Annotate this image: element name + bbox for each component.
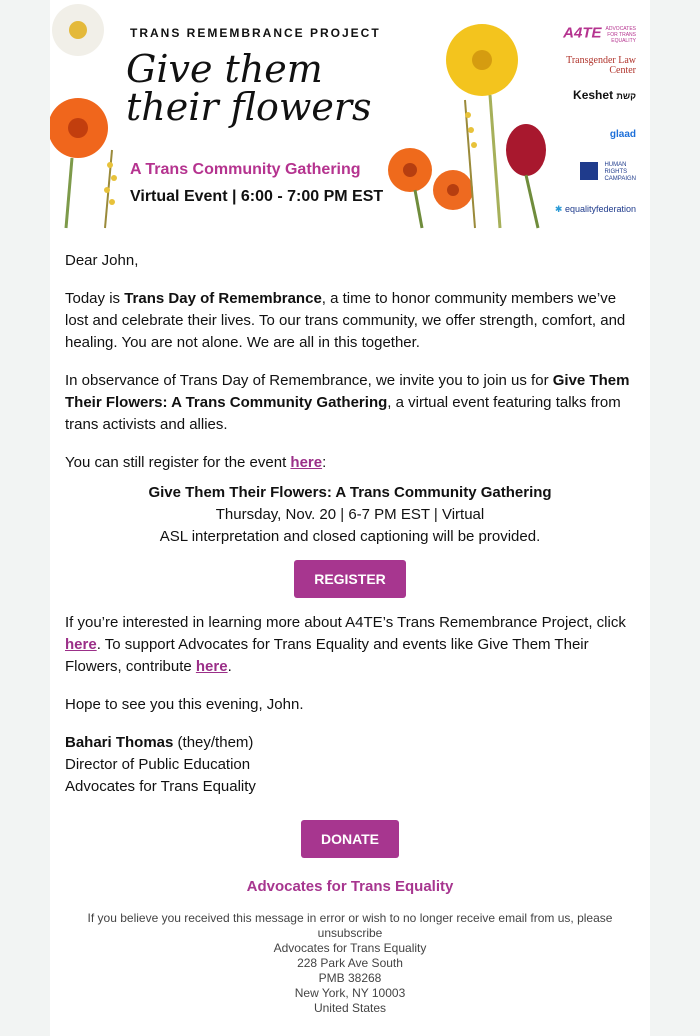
- equality-federation-logo: ✱ equalityfederation: [554, 204, 636, 214]
- paragraph-3: You can still register for the event here:: [65, 454, 327, 471]
- signature-title: Director of Public Education: [65, 756, 251, 773]
- donate-button[interactable]: DONATE: [301, 820, 399, 858]
- signature-pronouns: (they/them): [173, 734, 254, 751]
- banner-subtitle: A Trans Community Gathering: [130, 161, 361, 178]
- unsubscribe-link[interactable]: unsubscribe: [317, 926, 383, 940]
- hrc-logo: HUMAN RIGHTS CAMPAIGN: [556, 162, 636, 183]
- orange-flower-right-icon: [388, 148, 473, 228]
- star-icon: ✱: [554, 204, 563, 214]
- paragraph-2: In observance of Trans Day of Remembrance, we invite you to join us for Give Them Their Flowers: A Trans Community Gathering, a virtual event featuring talks from trans activists and allies.: [65, 372, 630, 433]
- signature-org: Advocates for Trans Equality: [65, 778, 256, 795]
- yellow-sprig-icon: [104, 150, 117, 228]
- footer-address-line-5: United States: [313, 1001, 387, 1015]
- event-details: [65, 482, 635, 548]
- register-here-link[interactable]: here: [290, 454, 323, 471]
- learn-more-link[interactable]: here: [65, 636, 97, 653]
- event-accessibility: ASL interpretation and closed captioning will be provided.: [159, 528, 541, 545]
- footer-address-line-3: PMB 38268: [318, 971, 382, 985]
- keshet-logo: Keshet קשת: [573, 88, 636, 102]
- register-button-wrap: [65, 560, 635, 598]
- paragraph-5: Hope to see you this evening, John.: [65, 696, 304, 713]
- footer-address-line-1: Advocates for Trans Equality: [273, 941, 427, 955]
- hrc-equal-icon: [580, 162, 598, 180]
- banner-script-title: [126, 47, 406, 129]
- register-button[interactable]: REGISTER: [294, 560, 406, 598]
- orange-flower-icon: [50, 98, 108, 228]
- daisy-icon: [52, 4, 104, 56]
- a4te-logo: A4TE ADVOCATES FOR TRANS EQUALITY: [563, 24, 636, 44]
- contribute-link[interactable]: here: [195, 658, 228, 675]
- footer-org-name: Advocates for Trans Equality: [246, 878, 454, 895]
- paragraph-1: Today is Trans Day of Remembrance, a time to honor community members we’ve lost and celebrate their lives. To our trans community, we offer strength, comfort, and healing. You are not alone. We are all in this together.: [65, 290, 626, 351]
- event-title: Give Them Their Flowers: A Trans Community Gathering: [148, 484, 552, 501]
- footer-address-line-4: New York, NY 10003: [294, 986, 406, 1000]
- glaad-logo: glaad: [609, 129, 636, 140]
- yellow-buds-icon: [465, 100, 477, 228]
- donate-button-wrap: [65, 820, 635, 858]
- event-date: Thursday, Nov. 20 | 6-7 PM EST | Virtual: [215, 506, 485, 523]
- paragraph-4: If you’re interested in learning more about A4TE’s Trans Remembrance Project, click here. To support Advocates for Trans Equality and events like Give Them Their Flowers, contribute here.: [65, 614, 626, 675]
- footer-notice: If you believe you received this message in error or wish to no longer receive email from us, please unsubscribe Advocates for Trans Equality 228 Park Ave South PMB 38268 New York, NY 10003 United States: [50, 911, 650, 1016]
- greeting: Dear John,: [65, 252, 139, 269]
- email-body: [50, 230, 650, 858]
- event-banner: [50, 0, 650, 230]
- signature: [65, 732, 635, 798]
- email-container: [50, 0, 650, 1036]
- banner-script-line-1: Give them: [126, 47, 323, 91]
- footer-address-line-2: 228 Park Ave South: [297, 956, 403, 970]
- banner-project-title: TRANS REMEMBRANCE PROJECT: [130, 26, 381, 40]
- banner-event-info: Virtual Event | 6:00 - 7:00 PM EST: [130, 188, 384, 205]
- signature-name: Bahari Thomas: [65, 734, 174, 751]
- banner-script-line-2: their flowers: [126, 85, 372, 129]
- tulip-icon: [506, 124, 546, 228]
- transgender-law-center-logo: Transgender Law Center: [566, 55, 636, 76]
